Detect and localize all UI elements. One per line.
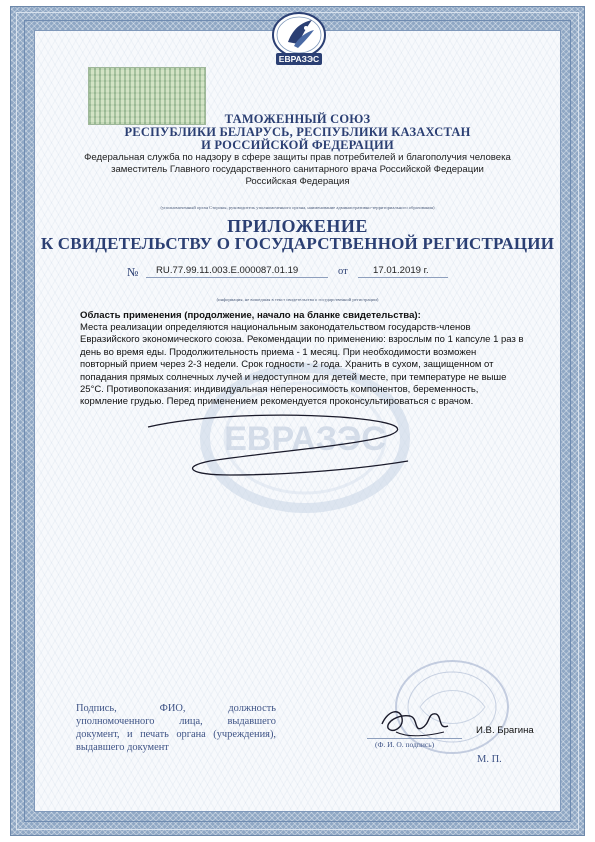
date-label: от bbox=[338, 266, 348, 277]
registration-date: 17.01.2019 г. bbox=[373, 265, 429, 276]
document-title: ПРИЛОЖЕНИЕ bbox=[227, 216, 368, 236]
stamp-label: М. П. bbox=[477, 754, 502, 765]
document-subtitle: К СВИДЕТЕЛЬСТВУ О ГОСУДАРСТВЕННОЙ РЕГИСТРАЦИИ bbox=[40, 234, 555, 253]
org-line-1: ТАМОЖЕННЫЙ СОЮЗ bbox=[224, 112, 371, 126]
agency-line-3: Российская Федерация bbox=[245, 176, 350, 187]
agency-line-2: заместитель Главного государственного санитарного врача Российской Федерации bbox=[111, 164, 484, 175]
date-underline bbox=[358, 277, 448, 278]
agency-note: (уполномоченный орган Стороны, руководитель уполномоченного органа, наименование административно-территориального образования) bbox=[160, 205, 435, 210]
signature-underline bbox=[367, 738, 462, 739]
signer-signature bbox=[378, 702, 452, 742]
scope-title: Область применения (продолжение, начало на бланке свидетельства): bbox=[80, 310, 421, 321]
registration-number: RU.77.99.11.003.E.000087.01.19 bbox=[156, 265, 299, 276]
number-underline bbox=[146, 277, 328, 278]
org-line-3: И РОССИЙСКОЙ ФЕДЕРАЦИИ bbox=[201, 138, 394, 152]
eurasec-emblem-icon bbox=[268, 8, 330, 70]
signature-instructions: Подпись, ФИО, должность уполномоченного лица, выдавшего документ, и печать органа (учреждения), выдавшего документ bbox=[76, 703, 276, 753]
signer-name: И.В. Брагина bbox=[476, 725, 534, 736]
number-label: № bbox=[127, 265, 139, 279]
handwritten-signature-stroke bbox=[140, 405, 420, 485]
signature-caption: (Ф. И. О. подпись) bbox=[375, 740, 435, 749]
agency-line-1: Федеральная служба по надзору в сфере защиты прав потребителей и благополучия человека bbox=[84, 152, 511, 163]
info-note: (информация, не вошедшая в текст свидетельства о государственной регистрации) bbox=[216, 297, 379, 302]
org-line-2: РЕСПУБЛИКИ БЕЛАРУСЬ, РЕСПУБЛИКИ КАЗАХСТАН bbox=[124, 125, 471, 139]
scope-body: Места реализации определяются национальным законодательством государств-членов Евразийского экономического союза. Рекомендации по применению: взрослым по 1 капсуле 1 раз в день во время еды. Продолжительность приема - 1 месяц. При необходимости возможен повторный прием через 2-3 недели. Срок годности - 2 года. Хранить в сухом, защищенном от попадания прямых солнечных лучей и недоступном для детей месте, при температуре не выше 25°С. Противопоказания: индивидуальная непереносимость компонентов, беременность, кормление грудью. Перед применением рекомендуется проконсультироваться с врачом. bbox=[80, 322, 524, 408]
watermark-text: ЕВРАЗЭС bbox=[224, 420, 386, 458]
logo-text: ЕВРАЗЭС bbox=[278, 54, 320, 64]
